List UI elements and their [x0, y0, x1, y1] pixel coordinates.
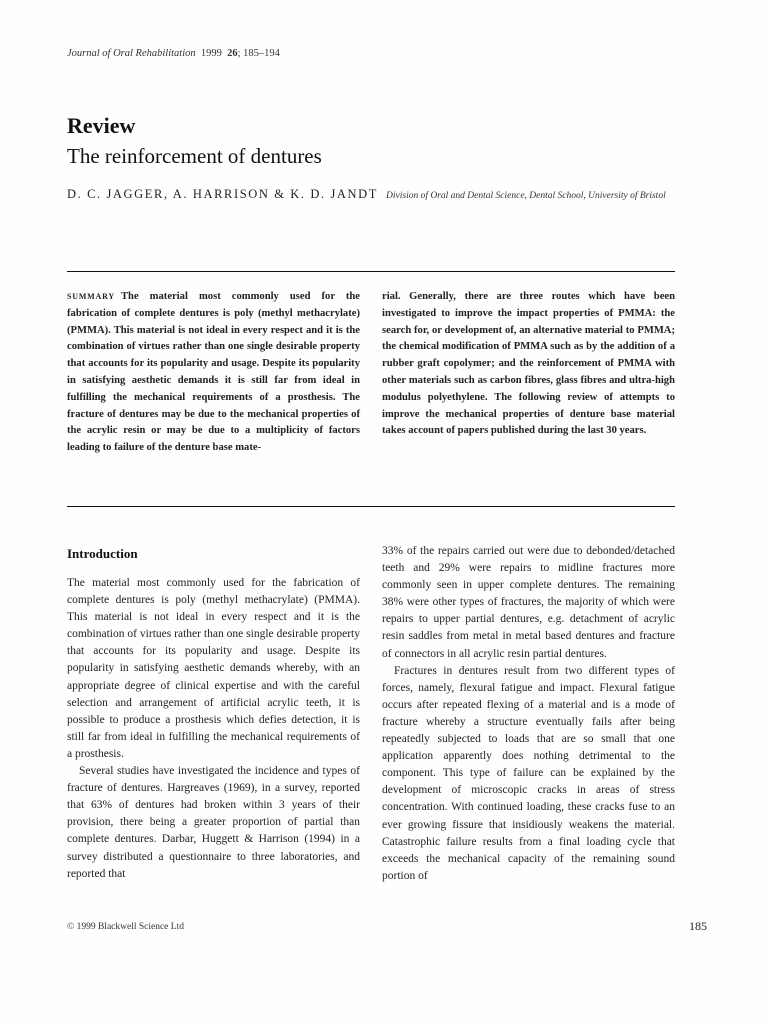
journal-year: 1999 — [200, 48, 222, 59]
summary-right-column — [382, 289, 675, 440]
section-heading-introduction: Introduction — [67, 546, 138, 561]
journal-volume: 26 — [227, 48, 238, 59]
article-title: The reinforcement of dentures — [67, 144, 322, 168]
body-right-column — [382, 543, 675, 885]
author-names: D. C. JAGGER, A. HARRISON & K. D. JANDT — [67, 187, 379, 201]
journal-pages: ; 185–194 — [237, 48, 280, 59]
body-paragraph: Fractures in dentures result from two different types of forces, namely, flexural fatigue and impact. Flexural fatigue occurs after repeated flexing of a material and is a mode of fracture whereby a structure eventually fails after being repeatedly subjected to loads that are so small that one application apparently does nothing detrimental to the component. This type of failure can be explained by the development of microscopic cracks in areas of stress concentration. With continued loading, these cracks fuse to an ever growing fissure that insidiously weakens the material. Catastrophic failure results from a final loading cycle that exceeds the mechanical capacity of the remaining sound portion of — [382, 664, 675, 882]
page-number: 185 — [689, 919, 707, 933]
summary-text-left: The material most commonly used for the fabrication of complete dentures is poly (methyl methacrylate) (PMMA). This material is not ideal in every respect and it is the combination of virtues rather than one single desirable property that accounts for its popularity and usage. Despite its popularity in satisfying aesthetic demands it is still far from ideal in fulfilling the mechanical requirements of a prosthesis. The fracture of dentures may be due to the mechanical properties of the acrylic resin or may be due to a multiplicity of factors leading to failure of the denture base mate- — [67, 291, 360, 454]
journal-name: Journal of Oral Rehabilitation — [67, 48, 196, 59]
summary-left-column — [67, 289, 360, 457]
body-paragraph: Several studies have investigated the incidence and types of fracture of dentures. Hargreaves (1969), in a survey, reported that 63% of dentures had broken within 3 years of their provision, there being a greater proportion of partial than complete dentures. Darbar, Huggett & Harrison (1994) in a survey distributed a questionnaire to three laboratories, and reported that — [67, 765, 360, 880]
summary-top-rule — [67, 271, 675, 272]
article-type: Review — [67, 113, 136, 138]
running-header — [67, 48, 280, 59]
author-affiliation: Division of Oral and Dental Science, Dental School, University of Bristol — [386, 191, 666, 201]
summary-text-right: rial. Generally, there are three routes which have been investigated to improve the impact properties of PMMA: the search for, or development of, an alternative material to PMMA; the chemical modification of PMMA such as by the addition of a rubber graft copolymer; and the reinforcement of PMMA with other materials such as carbon fibres, glass fibres and ultra-high modulus polyethylene. The following review of attempts to improve the mechanical properties of denture base material takes account of papers published during the last 30 years. — [382, 291, 675, 437]
body-paragraph: The material most commonly used for the fabrication of complete dentures is poly (methyl methacrylate) (PMMA). This material is not ideal in every respect and it is the combination of virtues rather than one single desirable property that accounts for its popularity and usage. Despite its popularity in satisfying aesthetic demands whereby, with an appropriate degree of clinical expertise and with the careful selection and arrangement of artificial acrylic teeth, it is possible to produce a prosthesis which defies detection, it is still far from ideal in fulfilling the mechanical requirements of a prosthesis. — [67, 577, 360, 760]
summary-label: SUMMARY — [67, 292, 115, 301]
author-block — [67, 183, 687, 207]
copyright-notice: © 1999 Blackwell Science Ltd — [67, 922, 184, 932]
summary-bottom-rule — [67, 506, 675, 507]
body-paragraph: 33% of the repairs carried out were due to debonded/detached teeth and 29% were repairs to midline fractures more commonly seen in upper complete dentures. The remaining 38% were other types of fractures, the majority of which were repairs to upper partial dentures, e.g. detachment of acrylic resin saddles from metal in metal based dentures and fracture of connectors in all acrylic resin partial dentures. — [382, 545, 675, 660]
body-left-column — [67, 575, 360, 883]
